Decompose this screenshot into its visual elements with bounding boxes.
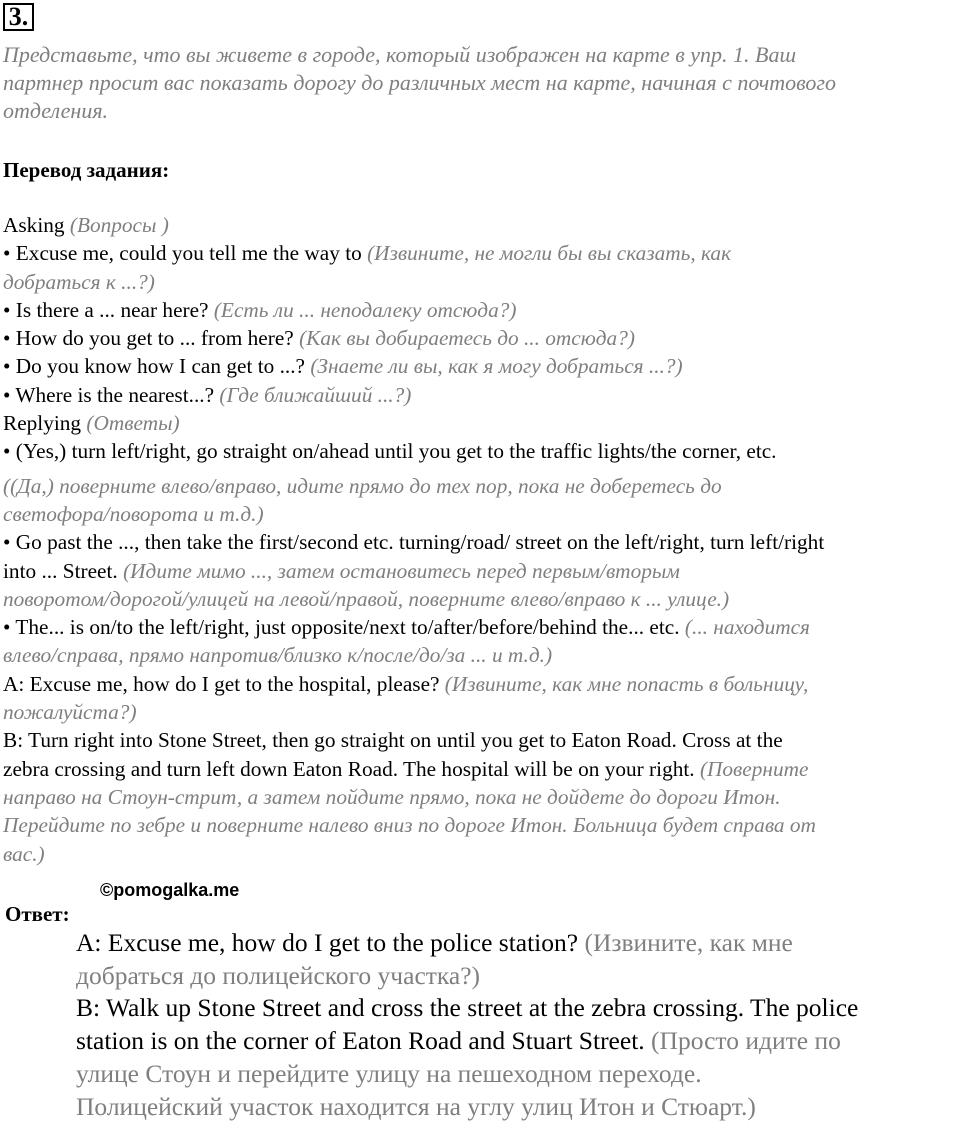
english-text: B: Turn right into Stone Street, then go straight on until you get to Eaton Road. Cross at the — [3, 728, 783, 753]
text-line — [3, 811, 957, 839]
english-text: • Excuse me, could you tell me the way to — [3, 241, 368, 266]
text-line — [3, 783, 957, 811]
english-text: • (Yes,) turn left/right, go straight on/ahead until you get to the traffic lights/the corner, etc. — [3, 439, 777, 464]
russian-translation: (Просто идите по — [651, 1026, 841, 1056]
russian-translation: (Извините, не могли бы вы сказать, как — [367, 241, 732, 266]
russian-translation: (Где ближайший ...?) — [219, 382, 412, 407]
watermark: ©pomogalka.me — [100, 880, 240, 900]
answer-label: Ответ: — [5, 902, 70, 926]
russian-translation: поворотом/дорогой/улицей на левой/правой, поверните влево/вправо к ... улице.) — [3, 586, 730, 611]
russian-translation: Полицейский участок находится на углу улиц Итон и Стюарт.) — [76, 1091, 756, 1121]
russian-translation: (Вопросы ) — [69, 213, 169, 237]
answer-body — [76, 927, 960, 1123]
russian-translation: светофора/поворота и т.д.) — [3, 501, 264, 526]
answer-line — [76, 1025, 960, 1058]
text-line — [3, 840, 957, 868]
exercise-number: 3. — [3, 3, 34, 31]
russian-translation: влево/справа, прямо напротив/близко к/после/до/за ... и т.д.) — [3, 643, 553, 668]
task-line: отделения. — [3, 98, 109, 123]
task-line: Представьте, что вы живете в городе, который изображен на карте в упр. 1. Ваш — [3, 42, 797, 67]
text-line — [3, 472, 957, 500]
russian-translation: (Знаете ли вы, как я могу добраться ...?) — [310, 354, 683, 379]
text-line — [3, 726, 957, 754]
russian-translation: (Извините, как мне — [584, 928, 793, 957]
russian-translation: добраться до полицейского участка?) — [76, 960, 481, 990]
text-line — [3, 528, 957, 556]
text-line — [3, 641, 957, 669]
russian-translation: (Как вы добираетесь до ... отсюда?) — [299, 326, 635, 351]
russian-translation: пожалуйста?) — [3, 700, 137, 725]
russian-translation: Перейдите по зебре и поверните налево вниз по дороге Итон. Больница будет справа от — [3, 813, 816, 838]
english-text: Asking — [3, 213, 70, 237]
text-line — [3, 239, 957, 267]
english-text: Replying — [3, 411, 87, 436]
text-line — [3, 698, 957, 726]
text-line — [3, 755, 957, 783]
russian-translation: направо на Стоун-стрит, а затем пойдите прямо, пока не дойдете до дороги Итон. — [3, 784, 781, 809]
russian-translation: улице Стоун и перейдите улицу на пешеходном переходе. — [76, 1058, 702, 1088]
text-line — [3, 585, 957, 613]
text-line — [3, 211, 957, 239]
answer-line — [76, 1091, 960, 1124]
text-line — [3, 500, 957, 528]
russian-translation: (Ответы) — [86, 411, 180, 436]
text-line — [3, 324, 957, 352]
task-line: партнер просит вас показать дорогу до различных мест на карте, начиная с почтового — [3, 70, 836, 95]
answer-line — [76, 927, 960, 960]
russian-translation: ((Да,) поверните влево/вправо, идите прямо до тех пор, пока не доберетесь до — [3, 473, 722, 498]
english-text: into ... Street. — [3, 558, 124, 583]
russian-translation: (Поверните — [699, 756, 809, 781]
text-line — [3, 268, 957, 296]
russian-translation: (Есть ли ... неподалеку отсюда?) — [213, 297, 517, 322]
russian-translation: (... находится — [684, 615, 810, 640]
text-line — [3, 409, 957, 437]
english-text: A: Excuse me, how do I get to the police station? — [76, 928, 585, 957]
text-line — [3, 670, 957, 698]
english-text: • Do you know how I can get to ...? — [3, 354, 311, 379]
text-line — [3, 296, 957, 324]
russian-translation: (Идите мимо ..., затем остановитесь перед первым/вторым — [123, 558, 680, 583]
english-text: station is on the corner of Eaton Road and Stuart Street. — [76, 1026, 652, 1056]
translation-heading: Перевод задания: — [3, 158, 170, 182]
english-text: • The... is on/to the left/right, just opposite/next to/after/before/behind the... etc. — [3, 615, 685, 640]
answer-line — [76, 1058, 960, 1091]
text-line — [3, 557, 957, 585]
russian-translation: добраться к ...?) — [3, 269, 155, 294]
translation-body — [3, 211, 957, 868]
english-text: B: Walk up Stone Street and cross the street at the zebra crossing. The police — [76, 993, 859, 1023]
text-line — [3, 352, 957, 380]
answer-line — [76, 960, 960, 993]
english-text: • Is there a ... near here? — [3, 297, 214, 322]
text-line — [3, 437, 957, 465]
text-line — [3, 613, 957, 641]
english-text: A: Excuse me, how do I get to the hospital, please? — [3, 671, 445, 696]
english-text: • Where is the nearest...? — [3, 382, 220, 407]
english-text: • Go past the ..., then take the first/second etc. turning/road/ street on the left/right, turn left/right — [3, 530, 825, 555]
task-instructions — [3, 41, 953, 125]
russian-translation: (Извините, как мне попасть в больницу, — [444, 671, 809, 696]
english-text: • How do you get to ... from here? — [3, 326, 300, 351]
answer-line — [76, 992, 960, 1025]
text-line — [3, 381, 957, 409]
english-text: zebra crossing and turn left down Eaton Road. The hospital will be on your right. — [3, 756, 700, 781]
russian-translation: вас.) — [3, 841, 45, 866]
